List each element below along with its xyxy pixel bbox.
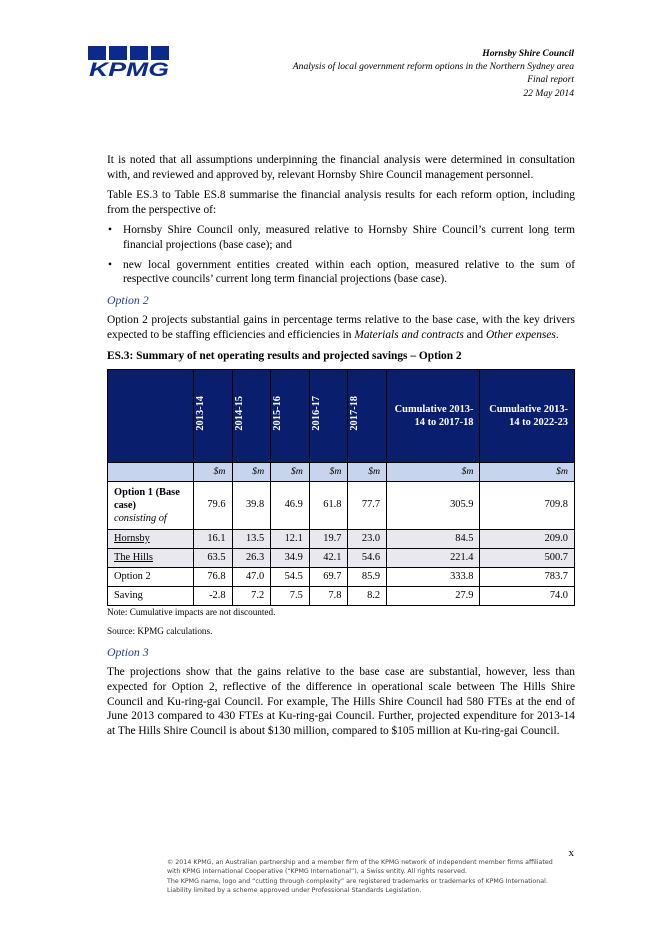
- unit-cell: $m: [480, 463, 575, 482]
- value-cell: 85.9: [348, 568, 387, 587]
- value-cell: 13.5: [232, 530, 271, 549]
- footer-trademark: The KPMG name, logo and “cutting through complexity” are registered trademarks or trademarks of KPMG International.: [167, 877, 548, 885]
- value-cell: 79.6: [193, 482, 232, 530]
- row-label-saving: Saving: [108, 587, 194, 606]
- footer-copyright: © 2014 KPMG, an Australian partnership and a member firm of the KPMG network of independent member firms affiliated with KPMG International Cooperative (“KPMG International”), a Swiss entity. All rights reserved.: [167, 859, 553, 876]
- option2-text-end: .: [555, 328, 559, 341]
- header-year-label: 2014-15: [233, 396, 245, 431]
- row-label-option1: [108, 482, 194, 530]
- row-label-hornsby: Hornsby: [108, 530, 194, 549]
- unit-cell: $m: [387, 463, 480, 482]
- unit-cell: $m: [348, 463, 387, 482]
- value-cell: 305.9: [387, 482, 480, 530]
- option2-text: Option 2 projects substantial gains in percentage terms relative to the base case, with the key drivers expected to be staffing efficiencies and efficiencies in: [107, 314, 575, 341]
- units-row: [108, 463, 575, 482]
- value-cell: 54.5: [271, 568, 310, 587]
- value-cell: 63.5: [193, 549, 232, 568]
- value-cell: 221.4: [387, 549, 480, 568]
- table-row: [108, 530, 575, 549]
- logo-text: KPMG: [89, 60, 170, 78]
- value-cell: 76.8: [193, 568, 232, 587]
- table-row: [108, 568, 575, 587]
- header-year-label: 2015-16: [272, 396, 284, 431]
- value-cell: 54.6: [348, 549, 387, 568]
- unit-cell: $m: [232, 463, 271, 482]
- header-cumulative-2018: Cumulative 2013-14 to 2017-18: [387, 370, 480, 463]
- value-cell: 783.7: [480, 568, 575, 587]
- option2-emphasis-other: Other expenses: [485, 328, 556, 341]
- list-item: • new local government entities created within each option, measured relative to the sum of respective councils’ current long term financial projections (base case).: [107, 258, 575, 287]
- row-label-option2: Option 2: [108, 568, 194, 587]
- units-blank: [108, 463, 194, 482]
- header-title: Hornsby Shire Council: [482, 48, 574, 59]
- kpmg-logo: [88, 46, 170, 78]
- unit-cell: $m: [271, 463, 310, 482]
- header-report: Final report: [527, 74, 574, 86]
- header-year: [271, 370, 310, 463]
- value-cell: 19.7: [309, 530, 348, 549]
- paragraph-option3: The projections show that the gains relative to the base case are substantial, however, less than expected for Option 2, reflective of the difference in operational scale between The Hills Shire Council and Ku-ring-gai Council. For example, The Hills Shire Council had 580 FTEs at the end of June 2013 compared to 430 FTEs at Ku-ring-gai Council. Further, projected expenditure for 2013-14 at The Hills Shire Council is about $130 million, compared to $105 million at Ku-ring-gai Council.: [107, 666, 575, 737]
- table-source: Source: KPMG calculations.: [107, 626, 213, 637]
- header-subtitle: Analysis of local government reform options in the Northern Sydney area: [292, 61, 574, 73]
- option2-text-and: and: [463, 328, 486, 341]
- value-cell: 42.1: [309, 549, 348, 568]
- option2-heading: Option 2: [107, 292, 149, 307]
- value-cell: 7.5: [271, 587, 310, 606]
- value-cell: 7.8: [309, 587, 348, 606]
- value-cell: 47.0: [232, 568, 271, 587]
- value-cell: 34.9: [271, 549, 310, 568]
- value-cell: 709.8: [480, 482, 575, 530]
- table-caption: ES.3: Summary of net operating results and projected savings – Option 2: [107, 349, 462, 362]
- header-year: [193, 370, 232, 463]
- value-cell: 77.7: [348, 482, 387, 530]
- paragraph-summary: Table ES.3 to Table ES.8 summarise the financial analysis results for each reform option, including from the perspective of:: [107, 189, 575, 216]
- perspective-list: [107, 223, 575, 286]
- header-blank: [108, 370, 194, 463]
- table-row: [108, 549, 575, 568]
- value-cell: 23.0: [348, 530, 387, 549]
- value-cell: 46.9: [271, 482, 310, 530]
- header-date: 22 May 2014: [523, 87, 574, 99]
- main-content: [107, 153, 575, 744]
- paragraph-assumptions: It is noted that all assumptions underpinning the financial analysis were determined in consultation with, and reviewed and approved by, relevant Hornsby Shire Council management personnel.: [107, 154, 575, 181]
- value-cell: 39.8: [232, 482, 271, 530]
- option2-emphasis-materials: Materials and contracts: [354, 328, 464, 341]
- value-cell: 8.2: [348, 587, 387, 606]
- table-header-row: [108, 370, 575, 463]
- unit-cell: $m: [309, 463, 348, 482]
- value-cell: -2.8: [193, 587, 232, 606]
- header-year-label: 2017-18: [349, 396, 361, 431]
- header-cumulative-2023: Cumulative 2013-14 to 2022-23: [480, 370, 575, 463]
- value-cell: 500.7: [480, 549, 575, 568]
- page-number: x: [568, 847, 574, 859]
- value-cell: 74.0: [480, 587, 575, 606]
- value-cell: 84.5: [387, 530, 480, 549]
- header-year-label: 2013-14: [194, 396, 206, 431]
- table-note: Note: Cumulative impacts are not discounted.: [107, 607, 276, 618]
- value-cell: 27.9: [387, 587, 480, 606]
- unit-cell: $m: [193, 463, 232, 482]
- header-year: [232, 370, 271, 463]
- value-cell: 16.1: [193, 530, 232, 549]
- es3-table: [107, 369, 575, 606]
- row-label-the-hills: The Hills: [108, 549, 194, 568]
- option1-sublabel: consisting of: [114, 513, 167, 525]
- value-cell: 333.8: [387, 568, 480, 587]
- value-cell: 69.7: [309, 568, 348, 587]
- footer-liability: Liability limited by a scheme approved under Professional Standards Legislation.: [167, 887, 422, 895]
- table-row: [108, 482, 575, 530]
- value-cell: 12.1: [271, 530, 310, 549]
- option1-label: Option 1 (Base case): [114, 487, 180, 512]
- value-cell: 26.3: [232, 549, 271, 568]
- page-header: [293, 47, 574, 100]
- paragraph-option2: [107, 313, 575, 342]
- header-year-label: 2016-17: [310, 396, 322, 431]
- header-year: [348, 370, 387, 463]
- header-year: [309, 370, 348, 463]
- value-cell: 209.0: [480, 530, 575, 549]
- list-item: • Hornsby Shire Council only, measured relative to Hornsby Shire Council’s current long term financial projections (base case); and: [107, 223, 575, 252]
- value-cell: 61.8: [309, 482, 348, 530]
- table-row: [108, 587, 575, 606]
- page-footer: [167, 858, 567, 896]
- option3-heading: Option 3: [107, 644, 149, 659]
- value-cell: 7.2: [232, 587, 271, 606]
